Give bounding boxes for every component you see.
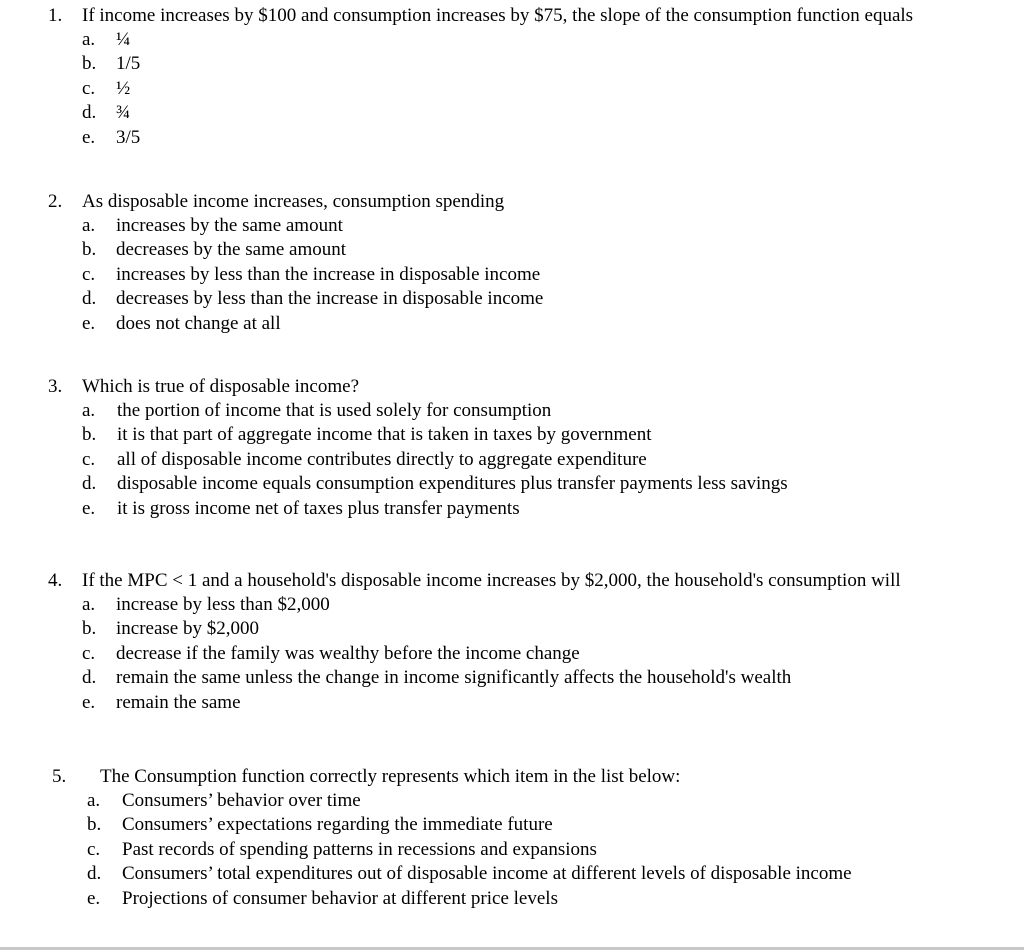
option-text: does not change at all	[116, 312, 281, 334]
option-letter: a.	[87, 790, 101, 811]
option-letter: a.	[82, 594, 96, 615]
question-number: 3.	[48, 376, 63, 397]
option-letter: b.	[82, 424, 97, 446]
option-letter: b.	[82, 53, 97, 75]
option-d	[0, 472, 1024, 496]
option-b	[0, 617, 1024, 641]
option-d	[0, 862, 1024, 886]
option-text: increase by less than $2,000	[116, 594, 330, 615]
option-a	[0, 214, 1024, 238]
option-text: 1/5	[116, 53, 141, 75]
option-c	[0, 77, 1024, 101]
option-a	[0, 789, 1024, 813]
option-letter: e.	[82, 312, 96, 334]
option-e	[0, 312, 1024, 336]
option-e	[0, 497, 1024, 521]
option-text: the portion of income that is used solely for consumption	[117, 400, 552, 421]
option-letter: a.	[82, 215, 96, 236]
option-letter: c.	[82, 77, 96, 99]
option-list	[0, 399, 1024, 521]
option-a	[0, 593, 1024, 617]
option-text: increase by $2,000	[116, 618, 259, 640]
option-letter: b.	[87, 814, 102, 836]
option-text: increases by less than the increase in disposable income	[116, 263, 541, 285]
option-e	[0, 126, 1024, 150]
option-text: Consumers’ expectations regarding the immediate future	[122, 814, 553, 836]
option-letter: d.	[87, 863, 102, 885]
option-b	[0, 813, 1024, 837]
option-a	[0, 28, 1024, 52]
option-letter: c.	[82, 263, 96, 285]
option-text: Consumers’ behavior over time	[122, 790, 361, 811]
option-text: Past records of spending patterns in recessions and expansions	[122, 838, 597, 860]
option-text: remain the same	[116, 691, 241, 713]
question-number: 1.	[48, 5, 63, 26]
option-letter: e.	[82, 497, 96, 519]
option-text: ½	[116, 77, 131, 99]
option-letter: a.	[82, 400, 96, 421]
question-text: If the MPC < 1 and a household's disposable income increases by $2,000, the household's consumption will	[82, 570, 901, 591]
option-a	[0, 399, 1024, 423]
question-text: If income increases by $100 and consumption increases by $75, the slope of the consumption function equals	[82, 5, 914, 26]
option-text: decreases by the same amount	[116, 239, 347, 261]
option-text: it is that part of aggregate income that is taken in taxes by government	[117, 424, 652, 446]
option-text: disposable income equals consumption expenditures plus transfer payments less savings	[117, 473, 788, 495]
option-e	[0, 691, 1024, 715]
option-e	[0, 887, 1024, 911]
option-text: it is gross income net of taxes plus transfer payments	[117, 497, 520, 519]
option-text: Consumers’ total expenditures out of disposable income at different levels of disposable income	[122, 863, 852, 885]
question-number: 2.	[48, 191, 63, 212]
option-text: remain the same unless the change in income significantly affects the household's wealth	[116, 667, 792, 689]
question-text: Which is true of disposable income?	[82, 376, 360, 397]
option-letter: c.	[82, 642, 96, 664]
option-letter: b.	[82, 618, 97, 640]
option-text: increases by the same amount	[116, 215, 343, 236]
option-d	[0, 101, 1024, 125]
question-text: The Consumption function correctly represents which item in the list below:	[100, 766, 681, 787]
bottom-divider	[0, 947, 1024, 950]
option-letter: c.	[87, 838, 101, 860]
option-text: ¼	[116, 29, 131, 50]
option-text: decrease if the family was wealthy before the income change	[116, 642, 580, 664]
option-list	[0, 214, 1024, 336]
option-letter: e.	[82, 126, 96, 148]
option-c	[0, 838, 1024, 862]
option-d	[0, 287, 1024, 311]
question-number: 5.	[52, 766, 67, 787]
option-list	[0, 593, 1024, 715]
option-c	[0, 263, 1024, 287]
option-text: ¾	[116, 102, 131, 124]
option-letter: e.	[82, 691, 96, 713]
option-c	[0, 448, 1024, 472]
option-text: Projections of consumer behavior at different price levels	[122, 887, 558, 909]
option-b	[0, 238, 1024, 262]
option-d	[0, 666, 1024, 690]
option-letter: e.	[87, 887, 101, 909]
option-letter: d.	[82, 473, 97, 495]
option-list	[0, 28, 1024, 150]
option-text: all of disposable income contributes directly to aggregate expenditure	[117, 448, 647, 470]
option-b	[0, 423, 1024, 447]
option-c	[0, 642, 1024, 666]
option-letter: b.	[82, 239, 97, 261]
question-text: As disposable income increases, consumption spending	[82, 191, 505, 212]
option-b	[0, 52, 1024, 76]
question-number: 4.	[48, 570, 63, 591]
option-text: decreases by less than the increase in disposable income	[116, 288, 544, 310]
option-letter: d.	[82, 288, 97, 310]
option-letter: d.	[82, 102, 97, 124]
option-letter: c.	[82, 448, 96, 470]
option-text: 3/5	[116, 126, 141, 148]
option-letter: a.	[82, 29, 96, 50]
option-list	[0, 789, 1024, 911]
option-letter: d.	[82, 667, 97, 689]
